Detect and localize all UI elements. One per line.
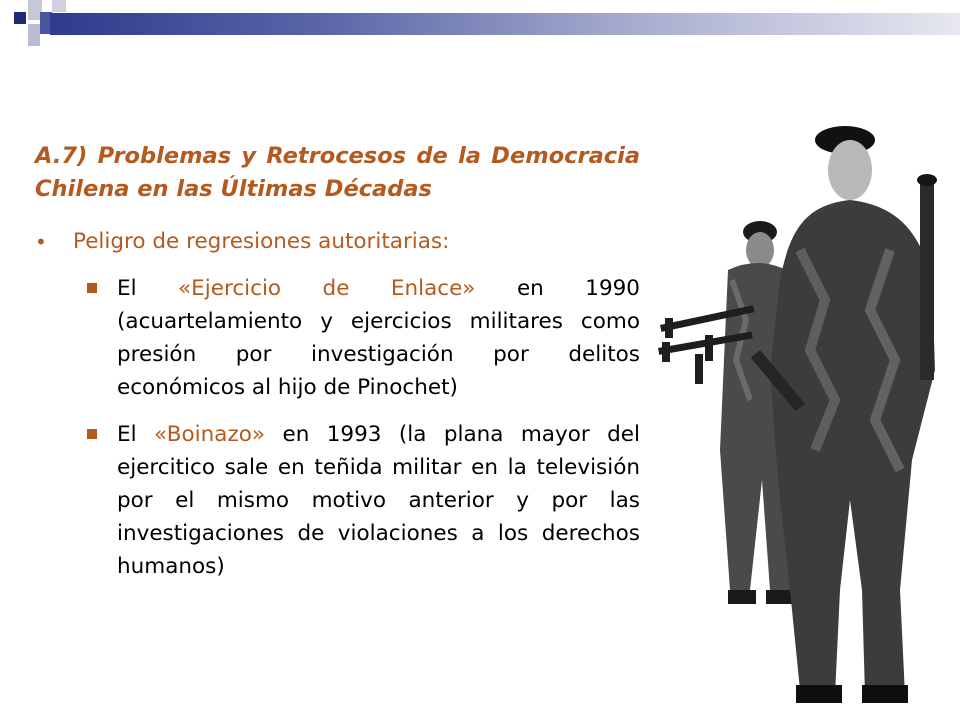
soldiers-photo	[650, 120, 950, 720]
deco-square-light	[28, 24, 40, 46]
slide-content	[35, 140, 640, 583]
deco-square-navy	[14, 12, 26, 24]
sub-bullet-1-prefix: El	[117, 276, 179, 301]
sub-bullet-item-2	[35, 418, 640, 583]
header-decoration	[0, 0, 960, 60]
sub-bullet-1-highlight: «Ejercicio de Enlace»	[178, 276, 476, 301]
soldier-front	[751, 126, 937, 703]
deco-square-lavender	[52, 0, 66, 12]
sub-bullet-2-highlight: «Boinazo»	[153, 422, 266, 447]
header-gradient-bar	[50, 13, 960, 35]
bullet-text: Peligro de regresiones autoritarias:	[73, 229, 450, 254]
round-bullet-icon: •	[35, 230, 47, 254]
sub-bullet-2-prefix: El	[117, 422, 154, 447]
square-bullet-icon	[87, 429, 97, 439]
sub-bullet-item-1	[35, 272, 640, 404]
square-bullet-icon	[87, 283, 97, 293]
sub-bullet-2-rest: en 1993 (la plana mayor del ejercitico sale en teñida militar en la televisión por el mismo motivo anterior y por las investigaciones de violaciones a los derechos humanos)	[117, 422, 640, 579]
slide-title: A.7) Problemas y Retrocesos de la Democracia Chilena en las Últimas Décadas	[35, 143, 640, 202]
sub-bullet-1-rest: en 1990 (acuartelamiento y ejercicios militares como presión por investigación por delitos económicos al hijo de Pinochet)	[117, 276, 640, 400]
bullet-item	[35, 226, 640, 258]
